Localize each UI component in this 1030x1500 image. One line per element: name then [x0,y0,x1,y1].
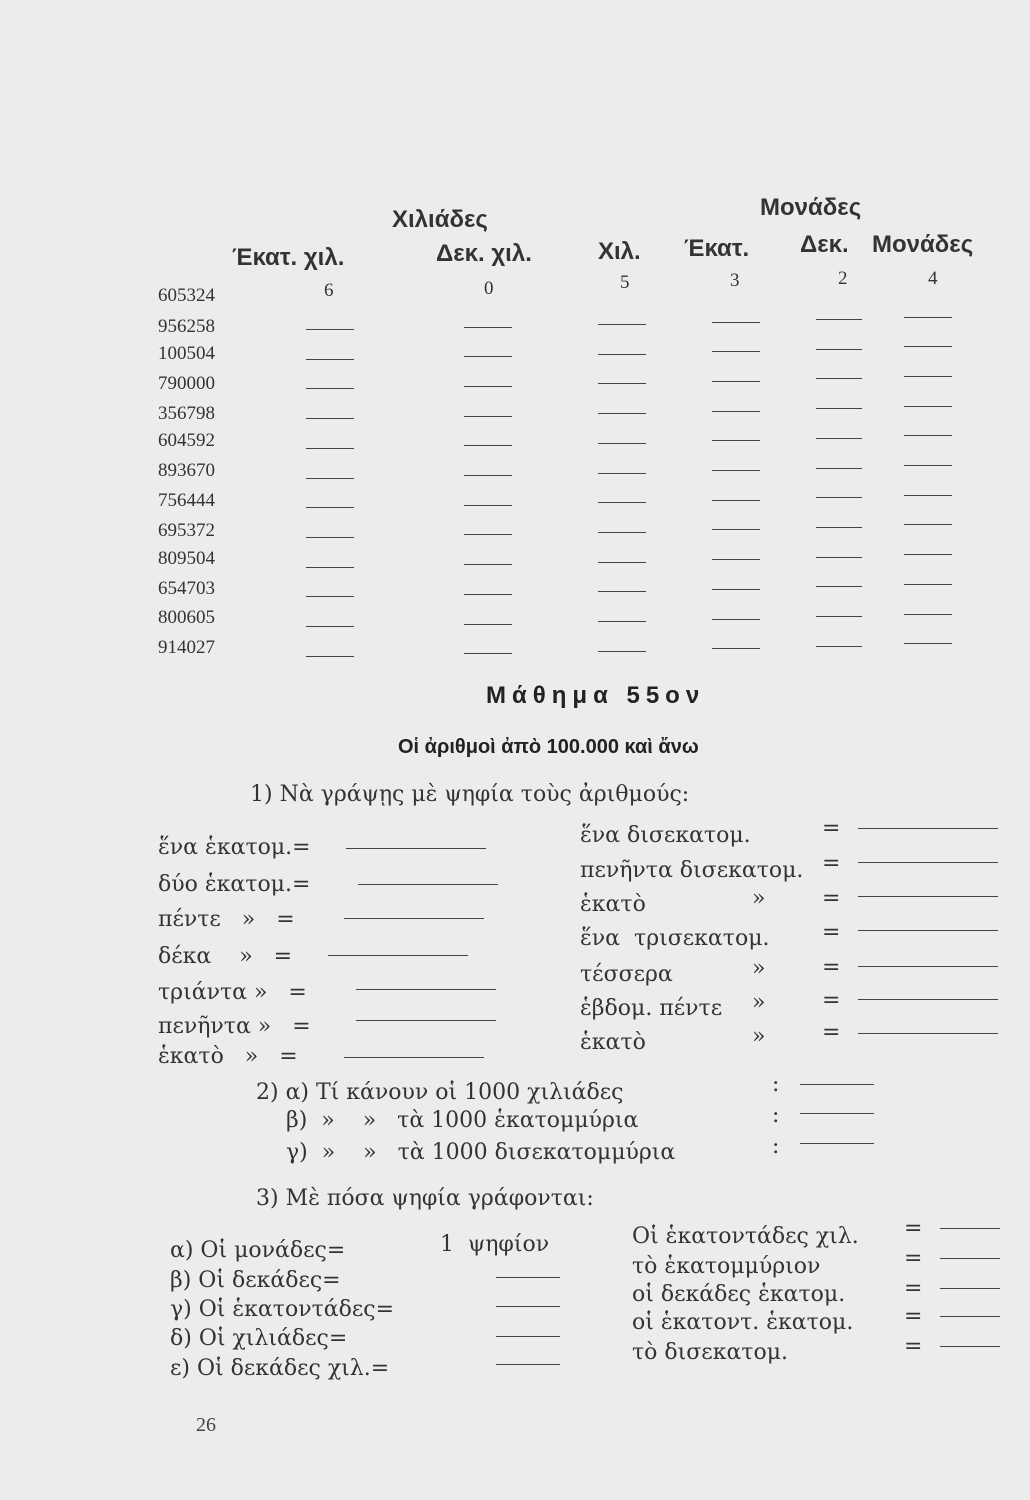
answer-blank-line [496,1277,560,1278]
exercise1-left-item: πέντε » = [158,907,295,932]
answer-blank-line [464,356,512,357]
exercise3-right-item: Οἱ ἑκατοντάδες χιλ. [632,1224,859,1249]
answer-blank-line [800,1113,874,1114]
example-digit: 0 [484,278,494,299]
list-item: 604592 [158,430,215,451]
list-item: 800605 [158,607,215,628]
equals-sign: = [822,886,841,911]
answer-blank-line [464,327,512,328]
answer-blank-line [816,527,862,528]
list-item: 605324 [158,285,215,306]
exercise3-left-item: δ) Οἱ χιλιάδες= [170,1326,348,1351]
answer-blank-line [940,1316,1000,1317]
answer-blank-line [306,329,354,330]
answer-blank-line [940,1258,1000,1259]
answer-blank-line [464,386,512,387]
answer-blank-line [306,418,354,419]
exercise1-left-item: ἕνα ἑκατομ.= [158,835,311,860]
answer-blank-line [712,470,760,471]
list-item: 956258 [158,316,215,337]
exercise1-right-label: ἑκατὸ [580,892,646,917]
answer-blank-line [940,1346,1000,1347]
column-header-thousands: Χιλ. [598,238,641,265]
list-item: 756444 [158,490,215,511]
exercise3-left-item: α) Οἱ μονάδες= [170,1238,346,1263]
lesson-subtitle: Οἱ ἀριθμοὶ ἀπὸ 100.000 καὶ ἄνω [398,736,699,758]
answer-blank-line [356,1020,496,1021]
answer-blank-line [464,653,512,654]
equals-sign: = [822,988,841,1013]
exercise3-left-item: β) Οἱ δεκάδες= [170,1268,341,1293]
example-digit: 6 [324,280,334,301]
answer-blank-line [904,554,952,555]
answer-blank-line [712,589,760,590]
answer-blank-line [464,416,512,417]
equals-sign: = [904,1304,923,1329]
exercise1-right-label: ἑκατὸ [580,1030,646,1055]
answer-blank-line [712,440,760,441]
example-digit: 3 [730,270,740,291]
equals-sign: = [904,1216,923,1241]
list-item: 893670 [158,460,215,481]
exercise3-heading: 3) Μὲ πόσα ψηφία γράφονται: [256,1186,594,1211]
colon: : [772,1103,780,1128]
equals-sign: = [904,1276,923,1301]
exercise1-right-label: ἕνα δισεκατομ. [580,823,751,848]
column-header-units: Μονάδες [872,231,974,258]
answer-blank-line [858,862,998,863]
answer-blank-line [598,413,646,414]
answer-blank-line [344,918,484,919]
answer-blank-line [712,351,760,352]
answer-blank-line [306,448,354,449]
exercise2-row: 2) α) Τί κάνουν οἱ 1000 χιλιάδες [256,1080,624,1105]
colon: : [772,1072,780,1097]
column-header-tens: Δεκ. [800,231,849,258]
answer-blank-line [816,586,862,587]
answer-blank-line [816,378,862,379]
answer-blank-line [464,505,512,506]
answer-blank-line [858,828,998,829]
equals-sign: = [904,1246,923,1271]
exercise1-left-item: τριάντα » = [158,980,307,1005]
exercise1-left-item: ἑκατὸ » = [158,1044,298,1069]
exercise1-right-label: ἑβδομ. πέντε [580,996,723,1021]
answer-blank-line [598,651,646,652]
list-item: 695372 [158,520,215,541]
answer-blank-line [816,408,862,409]
equals-sign: = [822,920,841,945]
answer-blank-line [598,621,646,622]
answer-blank-line [904,346,952,347]
answer-blank-line [904,643,952,644]
answer-blank-line [712,619,760,620]
group-header-units: Μονάδες [760,194,862,221]
exercise1-right-label: πενῆντα δισεκατομ. [580,858,804,883]
answer-blank-line [904,495,952,496]
answer-blank-line [464,445,512,446]
answer-blank-line [346,848,486,849]
example-digit: 4 [928,268,938,289]
answer-blank-line [816,497,862,498]
answer-blank-line [598,324,646,325]
list-item: 356798 [158,403,215,424]
answer-blank-line [904,406,952,407]
answer-blank-line [598,502,646,503]
exercise3-first-answer: 1 ψηφίον [440,1232,550,1257]
ditto-mark: » [752,1024,766,1049]
equals-sign: = [822,851,841,876]
colon: : [772,1134,780,1159]
answer-blank-line [858,999,998,1000]
answer-blank-line [904,524,952,525]
exercise1-right-label: τέσσερα [580,962,673,987]
answer-blank-line [496,1306,560,1307]
answer-blank-line [858,896,998,897]
list-item: 809504 [158,548,215,569]
answer-blank-line [598,383,646,384]
list-item: 654703 [158,578,215,599]
answer-blank-line [598,562,646,563]
answer-blank-line [712,529,760,530]
answer-blank-line [306,478,354,479]
answer-blank-line [598,532,646,533]
exercise3-right-item: οἱ δεκάδες ἑκατομ. [632,1282,846,1307]
answer-blank-line [940,1288,1000,1289]
answer-blank-line [344,1057,484,1058]
answer-blank-line [816,319,862,320]
answer-blank-line [816,349,862,350]
example-digit: 2 [838,268,848,289]
exercise2-row: γ) » » τὰ 1000 δισεκατομμύρια [286,1140,676,1165]
answer-blank-line [858,966,998,967]
answer-blank-line [464,624,512,625]
answer-blank-line [712,381,760,382]
exercise3-left-item: ε) Οἱ δεκάδες χιλ.= [170,1356,390,1381]
exercise1-heading: 1) Νὰ γράψῃς μὲ ψηφία τοὺς ἀριθμούς: [250,782,690,807]
answer-blank-line [712,322,760,323]
answer-blank-line [940,1228,1000,1229]
answer-blank-line [306,596,354,597]
equals-sign: = [822,955,841,980]
answer-blank-line [358,884,498,885]
answer-blank-line [306,537,354,538]
answer-blank-line [858,930,998,931]
list-item: 914027 [158,637,215,658]
exercise1-left-item: πενῆντα » = [158,1014,311,1039]
answer-blank-line [904,435,952,436]
equals-sign: = [822,816,841,841]
answer-blank-line [306,567,354,568]
answer-blank-line [858,1033,998,1034]
answer-blank-line [904,614,952,615]
exercise1-left-item: δύο ἑκατομ.= [158,872,311,897]
ditto-mark: » [752,990,766,1015]
exercise3-right-item: οἱ ἑκατοντ. ἑκατομ. [632,1310,854,1335]
column-header-hundreds: Έκατ. [684,235,750,262]
answer-blank-line [712,648,760,649]
answer-blank-line [464,475,512,476]
answer-blank-line [816,438,862,439]
answer-blank-line [816,616,862,617]
answer-blank-line [904,376,952,377]
answer-blank-line [712,559,760,560]
answer-blank-line [306,626,354,627]
answer-blank-line [464,534,512,535]
answer-blank-line [464,594,512,595]
answer-blank-line [306,359,354,360]
answer-blank-line [904,584,952,585]
exercise3-right-item: τὸ δισεκατομ. [632,1340,789,1365]
exercise3-right-item: τὸ ἑκατομμύριον [632,1254,821,1279]
answer-blank-line [712,500,760,501]
column-header-ten-thousands: Δεκ. χιλ. [436,240,532,267]
group-header-thousands: Χιλιάδες [392,206,488,233]
answer-blank-line [712,411,760,412]
answer-blank-line [904,465,952,466]
answer-blank-line [306,388,354,389]
answer-blank-line [496,1336,560,1337]
answer-blank-line [464,564,512,565]
exercise1-right-label: ἕνα τρισεκατομ. [580,926,770,951]
answer-blank-line [800,1084,874,1085]
list-item: 100504 [158,343,215,364]
ditto-mark: » [752,956,766,981]
answer-blank-line [496,1364,560,1365]
answer-blank-line [816,646,862,647]
example-digit: 5 [620,272,630,293]
answer-blank-line [598,443,646,444]
answer-blank-line [904,317,952,318]
exercise3-left-item: γ) Οἱ ἑκατοντάδες= [170,1297,395,1322]
answer-blank-line [598,473,646,474]
exercise1-left-item: δέκα » = [158,944,293,969]
answer-blank-line [328,955,468,956]
answer-blank-line [356,989,496,990]
answer-blank-line [816,468,862,469]
ditto-mark: » [752,886,766,911]
answer-blank-line [598,354,646,355]
equals-sign: = [822,1020,841,1045]
answer-blank-line [598,591,646,592]
answer-blank-line [816,557,862,558]
equals-sign: = [904,1334,923,1359]
list-item: 790000 [158,373,215,394]
exercise2-row: β) » » τὰ 1000 ἑκατομμύρια [286,1108,639,1133]
answer-blank-line [306,656,354,657]
column-header-hundred-thousands: Έκατ. χιλ. [232,244,345,271]
answer-blank-line [306,507,354,508]
answer-blank-line [800,1143,874,1144]
page-number: 26 [196,1414,216,1436]
lesson-title: Μάθημα 55ον [486,682,706,709]
